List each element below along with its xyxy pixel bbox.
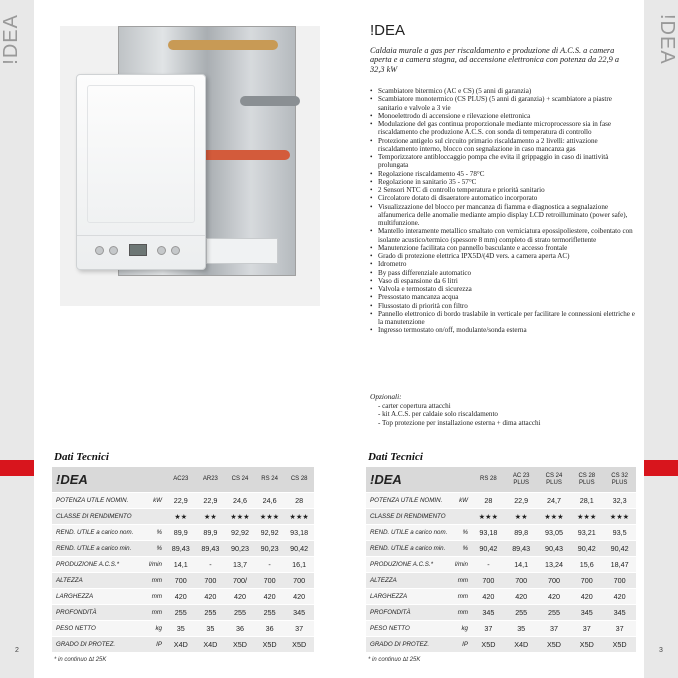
- row-label: ALTEZZA: [370, 577, 397, 584]
- boiler-cover-inset: [87, 85, 195, 223]
- model-header: CS 24: [231, 476, 249, 482]
- table-cell: X5D: [262, 640, 277, 649]
- optional-title: Opzionali:: [370, 392, 402, 401]
- table-cell: 420: [174, 592, 187, 601]
- row-label: REND. UTILE a carico min.: [56, 545, 132, 552]
- table-cell: X4D: [203, 640, 218, 649]
- table-cell: 255: [263, 608, 276, 617]
- tech-table-right: [366, 467, 636, 653]
- feature-item: • 2 Sensori NTC di controllo temperatura e priorità sanitario: [370, 186, 638, 194]
- feature-item: • Manutenzione facilitata con pannello basculante e accesso frontale: [370, 244, 638, 252]
- feature-item: • Visualizzazione del blocco per mancanza di fiamma e diagnostica a segnalazione alfanumerica delle anomalie mediante ampio display LCD retroilluminato (power safe), multifunzione.: [370, 203, 638, 228]
- row-unit: mm: [151, 609, 162, 616]
- row-label: PRODUZIONE A.C.S.*: [56, 561, 120, 568]
- row-label: POTENZA UTILE NOMIN.: [56, 497, 129, 504]
- table-cell: -: [268, 560, 271, 569]
- lcd-display-icon: [129, 244, 147, 256]
- table-cell: 90,43: [544, 544, 563, 553]
- table-cell: 420: [293, 592, 306, 601]
- feature-item: • Protezione antigelo sul circuito primario riscaldamento a 2 livelli: attivazione riscaldamento interno, blocco con segnalazione in caso mancanza gas: [370, 137, 638, 154]
- feature-item: • Regolazione in sanitario 35 - 57°C: [370, 178, 638, 186]
- section-title-left: Dati Tecnici: [54, 451, 109, 463]
- footnote-left: * in continuo ∆t 25K: [54, 657, 107, 663]
- table-cell: 420: [233, 592, 246, 601]
- table-cell: 37: [582, 624, 591, 633]
- table-cell: ★★★: [230, 512, 250, 521]
- table-row: [52, 541, 314, 557]
- feature-list: [370, 87, 638, 335]
- table-cell: 13,7: [232, 560, 247, 569]
- side-logo-right: !DEA: [656, 14, 678, 65]
- table-cell: 420: [580, 592, 593, 601]
- table-cell: 37: [549, 624, 558, 633]
- table-cell: 345: [613, 608, 626, 617]
- table-cell: X5D: [292, 640, 307, 649]
- feature-item: • Valvola e termostato di sicurezza: [370, 285, 638, 293]
- table-row: [366, 621, 636, 637]
- left-side-tab: [0, 0, 34, 678]
- feature-item: • Mantello interamente metallico smaltato con verniciatura epossipoliestere, coibentato con isolante acustico/termico (spessore 8 mm) completo di strato termoriflettente: [370, 227, 638, 244]
- model-header: CS 28 PLUS: [578, 472, 596, 486]
- table-cell: 420: [263, 592, 276, 601]
- table-cell: 700: [547, 576, 560, 585]
- right-side-tab: [644, 0, 678, 678]
- table-cell: X4D: [514, 640, 529, 649]
- table-cell: ★★★: [609, 512, 630, 521]
- table-cell: X5D: [612, 640, 627, 649]
- row-label: PESO NETTO: [56, 625, 96, 632]
- boiler-control-panel: [77, 235, 205, 269]
- table-row: [52, 493, 314, 509]
- table-cell: 35: [176, 624, 185, 633]
- row-label: ALTEZZA: [56, 577, 83, 584]
- feature-item: • Flussostato di priorità con filtro: [370, 302, 638, 310]
- table-cell: 90,42: [479, 544, 498, 553]
- table-cell: 345: [482, 608, 495, 617]
- knob-icon: [109, 246, 118, 255]
- table-cell: 13,24: [544, 560, 563, 569]
- table-cell: 255: [204, 608, 217, 617]
- table-cell: 35: [206, 624, 215, 633]
- tech-table-left: [52, 467, 314, 653]
- table-cell: X5D: [481, 640, 496, 649]
- knob-icon: [95, 246, 104, 255]
- table-cell: 93,18: [290, 528, 309, 537]
- row-unit: kg: [461, 625, 468, 632]
- feature-item: • Circolatore dotato di disaeratore automatico incorporato: [370, 194, 638, 202]
- table-header-row: [366, 467, 636, 493]
- table-row: [52, 605, 314, 621]
- table-cell: 14,1: [173, 560, 188, 569]
- table-cell: 345: [580, 608, 593, 617]
- table-row: [52, 509, 314, 525]
- row-unit: l/min: [454, 561, 468, 568]
- table-row: [366, 589, 636, 605]
- table-brand: !DEA: [370, 472, 402, 487]
- model-header: RS 28: [480, 476, 497, 482]
- page-number-left: 2: [15, 647, 19, 654]
- table-row: [366, 541, 636, 557]
- table-row: [52, 557, 314, 573]
- table-cell: 255: [233, 608, 246, 617]
- product-subtitle: Caldaia murale a gas per riscaldamento e produzione di A.C.S. a camera aperta e a camera stagna, ad accensione elettronica con potenza da 22,9 a 32,3 kW: [370, 46, 620, 74]
- table-cell: 14,1: [514, 560, 529, 569]
- table-cell: 90,23: [230, 544, 249, 553]
- table-header-row: [52, 467, 314, 493]
- table-cell: 700: [204, 576, 217, 585]
- boiler-control-panel-open: [206, 238, 278, 264]
- table-cell: 93,18: [479, 528, 498, 537]
- row-unit: %: [462, 545, 468, 552]
- feature-item: • Regolazione riscaldamento 45 - 78°C: [370, 170, 638, 178]
- table-cell: X4D: [173, 640, 188, 649]
- table-cell: 700: [174, 576, 187, 585]
- table-cell: 255: [515, 608, 528, 617]
- table-cell: 92,92: [230, 528, 249, 537]
- table-cell: 36: [235, 624, 244, 633]
- table-cell: -: [209, 560, 212, 569]
- row-label: LARGHEZZA: [56, 593, 94, 600]
- table-cell: 93,21: [577, 528, 596, 537]
- table-cell: 89,43: [201, 544, 220, 553]
- row-unit: mm: [151, 593, 162, 600]
- optional-list: [378, 402, 541, 427]
- feature-item: • Pannello elettronico di bordo traslabile in verticale per facilitare le connessioni elettriche e la manutenzione: [370, 310, 638, 327]
- table-cell: 36: [265, 624, 274, 633]
- row-label: PROFONDITÀ: [56, 609, 97, 616]
- row-unit: mm: [151, 577, 162, 584]
- table-row: [52, 637, 314, 653]
- table-cell: 37: [295, 624, 304, 633]
- page-number-right: 3: [659, 647, 663, 654]
- table-row: [52, 573, 314, 589]
- section-title-right: Dati Tecnici: [368, 451, 423, 463]
- table-cell: ★★: [174, 512, 188, 521]
- feature-item: • By pass differenziale automatico: [370, 269, 638, 277]
- table-cell: 32,3: [612, 496, 627, 505]
- model-header: RS 24: [261, 476, 278, 482]
- optional-item: - kit A.C.S. per caldaie solo riscaldamento: [378, 410, 498, 419]
- table-cell: 420: [204, 592, 217, 601]
- table-row: [52, 589, 314, 605]
- feature-item: • Grado di protezione elettrica IPX5D/(4D vers. a camera aperta AC): [370, 252, 638, 260]
- table-row: [366, 557, 636, 573]
- knob-icon: [171, 246, 180, 255]
- table-cell: ★★★: [478, 512, 499, 521]
- product-title: !DEA: [370, 22, 406, 39]
- table-cell: ★★★: [544, 512, 564, 521]
- row-label: CLASSE DI RENDIMENTO: [370, 513, 446, 520]
- table-row: [366, 493, 636, 509]
- row-unit: %: [156, 529, 162, 536]
- table-cell: 93,05: [544, 528, 563, 537]
- feature-item: • Scambiatore monotermico (CS PLUS) (5 anni di garanzia) + scambiatore a piastre sanitario e valvole a 3 vie: [370, 95, 638, 112]
- table-cell: X5D: [579, 640, 594, 649]
- row-unit: mm: [457, 609, 468, 616]
- optional-item: - Top protezione per installazione esterna + dima attacchi: [378, 418, 541, 427]
- table-cell: 420: [547, 592, 560, 601]
- table-cell: 37: [615, 624, 624, 633]
- row-label: REND. UTILE a carico nom.: [370, 529, 448, 536]
- row-unit: IP: [462, 641, 468, 648]
- table-row: [366, 605, 636, 621]
- table-row: [366, 525, 636, 541]
- row-label: CLASSE DI RENDIMENTO: [56, 513, 132, 520]
- row-unit: kW: [459, 497, 468, 504]
- table-brand: !DEA: [56, 472, 88, 487]
- optional-item: - carter copertura attacchi: [378, 402, 451, 410]
- footnote-right: * in continuo ∆t 25K: [368, 657, 421, 663]
- model-header: CS 32 PLUS: [611, 472, 628, 486]
- table-cell: 15,6: [579, 560, 594, 569]
- feature-item: • Modulazione del gas continua proporzionale mediante microprocessore sia in fase riscaldamento che produzione A.C.S. con sonda di temperatura di controllo: [370, 120, 638, 137]
- feature-item: • Temporizzatore antibloccaggio pompa che evita il grippaggio in caso di inattività prolungata: [370, 153, 638, 170]
- table-cell: 90,23: [260, 544, 279, 553]
- table-cell: 89,8: [514, 528, 529, 537]
- row-unit: mm: [457, 593, 468, 600]
- table-cell: 24,7: [546, 496, 561, 505]
- model-header: CS 28: [290, 476, 308, 482]
- table-cell: 420: [482, 592, 495, 601]
- table-cell: ★★★: [259, 512, 280, 521]
- table-cell: 255: [174, 608, 187, 617]
- table-cell: 92,92: [260, 528, 279, 537]
- table-cell: 22,9: [203, 496, 218, 505]
- row-label: GRADO DI PROTEZ.: [370, 641, 430, 648]
- table-cell: 24,6: [232, 496, 247, 505]
- boiler-pipe: [240, 96, 300, 106]
- row-label: REND. UTILE a carico min.: [370, 545, 446, 552]
- table-cell: 89,43: [171, 544, 190, 553]
- feature-item: • Idrometro: [370, 260, 638, 268]
- table-cell: 420: [613, 592, 626, 601]
- feature-item: • Pressostato mancanza acqua: [370, 293, 638, 301]
- table-cell: 255: [547, 608, 560, 617]
- table-cell: 16,1: [292, 560, 307, 569]
- feature-item: • Monoelettrodo di accensione e rilevazione elettronica: [370, 112, 638, 120]
- model-header: CS 24 PLUS: [545, 472, 563, 486]
- row-label: GRADO DI PROTEZ.: [56, 641, 116, 648]
- row-label: REND. UTILE a carico nom.: [56, 529, 134, 536]
- boiler-pipe: [168, 40, 278, 50]
- row-unit: IP: [156, 641, 162, 648]
- table-cell: 345: [293, 608, 306, 617]
- table-cell: 700/: [232, 576, 247, 585]
- side-logo-left: !DEA: [0, 14, 22, 65]
- knob-icon: [157, 246, 166, 255]
- row-label: PROFONDITÀ: [370, 609, 411, 616]
- boiler-pipe: [200, 150, 290, 160]
- table-cell: 700: [263, 576, 276, 585]
- table-cell: 37: [484, 624, 493, 633]
- table-cell: 22,9: [173, 496, 188, 505]
- table-cell: ★★: [514, 512, 528, 521]
- table-row: [366, 637, 636, 653]
- table-cell: X5D: [547, 640, 561, 649]
- table-cell: 90,42: [610, 544, 629, 553]
- table-row: [52, 525, 314, 541]
- table-cell: 700: [482, 576, 495, 585]
- table-cell: 700: [580, 576, 593, 585]
- row-label: PRODUZIONE A.C.S.*: [370, 561, 434, 568]
- row-unit: kW: [153, 497, 162, 504]
- table-cell: 420: [515, 592, 528, 601]
- row-label: LARGHEZZA: [370, 593, 408, 600]
- feature-item: • Ingresso termostato on/off, modulante/sonda esterna: [370, 326, 638, 334]
- table-row: [52, 621, 314, 637]
- row-unit: %: [462, 529, 468, 536]
- row-unit: mm: [457, 577, 468, 584]
- table-cell: 28,1: [579, 496, 594, 505]
- feature-item: • Vaso di espansione da 6 litri: [370, 277, 638, 285]
- table-cell: 700: [613, 576, 626, 585]
- table-cell: ★★: [203, 512, 217, 521]
- table-cell: -: [487, 560, 490, 569]
- table-cell: 700: [515, 576, 528, 585]
- row-unit: kg: [155, 625, 162, 632]
- table-cell: 700: [293, 576, 306, 585]
- table-row: [366, 509, 636, 525]
- table-cell: 89,9: [203, 528, 218, 537]
- table-cell: 93,5: [612, 528, 627, 537]
- model-header: AC 23 PLUS: [512, 472, 530, 486]
- red-band-left: [0, 460, 34, 476]
- table-cell: 90,42: [290, 544, 309, 553]
- row-label: POTENZA UTILE NOMIN.: [370, 497, 443, 504]
- table-cell: 89,43: [512, 544, 531, 553]
- row-unit: %: [156, 545, 162, 552]
- table-cell: ★★★: [289, 512, 309, 521]
- table-cell: 90,42: [577, 544, 596, 553]
- red-band-right: [644, 460, 678, 476]
- table-cell: ★★★: [577, 512, 597, 521]
- boiler-front-cover: [76, 74, 206, 270]
- row-unit: l/min: [148, 561, 162, 568]
- row-label: PESO NETTO: [370, 625, 410, 632]
- table-cell: 89,9: [173, 528, 188, 537]
- table-cell: 24,6: [262, 496, 277, 505]
- table-cell: 35: [517, 624, 526, 633]
- table-cell: X5D: [232, 640, 247, 649]
- table-row: [366, 573, 636, 589]
- feature-item: • Scambiatore bitermico (AC e CS) (5 anni di garanzia): [370, 87, 638, 95]
- table-cell: 28: [295, 496, 304, 505]
- model-header: AC23: [173, 476, 189, 482]
- model-header: AR23: [202, 476, 218, 482]
- table-cell: 28: [484, 496, 493, 505]
- table-cell: 22,9: [514, 496, 529, 505]
- table-cell: 18,47: [610, 560, 629, 569]
